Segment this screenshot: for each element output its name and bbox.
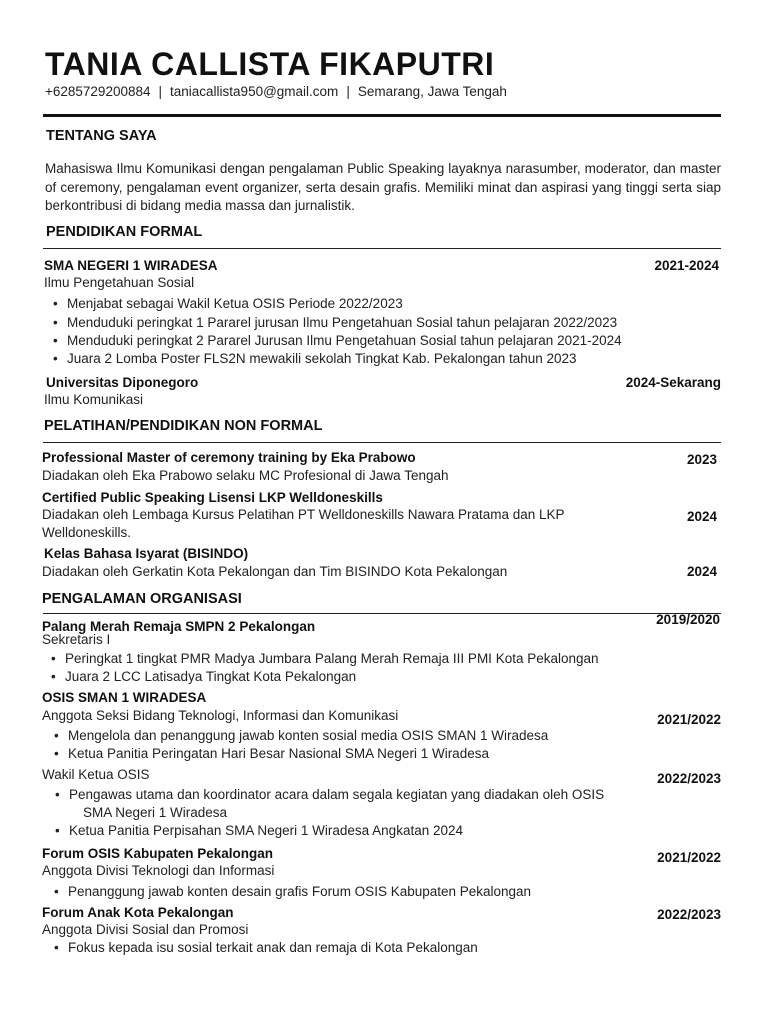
- org-role: Anggota Divisi Sosial dan Promosi: [42, 922, 249, 937]
- school-years: 2024-Sekarang: [625, 375, 721, 390]
- list-item: • Menjabat sebagai Wakil Ketua OSIS Periode 2022/2023: [67, 296, 403, 311]
- list-item: • Juara 2 Lomba Poster FLS2N mewakili sekolah Tingkat Kab. Pekalongan tahun 2023: [67, 351, 577, 366]
- org-name: Palang Merah Remaja SMPN 2 Pekalongan: [42, 619, 316, 634]
- section-divider: [43, 248, 721, 249]
- section-heading-training: PELATIHAN/PENDIDIKAN NON FORMAL: [44, 418, 323, 434]
- about-text: Mahasiswa Ilmu Komunikasi dengan pengalaman Public Speaking layaknya narasumber, moderator, dan master of ceremony, pengalaman event organizer, serta desain grafis. Memiliki minat dan aspirasi yang tinggi serta siap berkontribusi di bidang media massa dan jurnalistik.: [45, 161, 721, 213]
- org-name: Forum OSIS Kabupaten Pekalongan: [42, 846, 274, 861]
- org-role: Anggota Divisi Teknologi dan Informasi: [42, 863, 275, 878]
- org-year: 2021/2022: [657, 712, 721, 727]
- list-item: • Mengelola dan penanggung jawab konten sosial media OSIS SMAN 1 Wiradesa: [68, 728, 548, 743]
- training-title: Kelas Bahasa Isyarat (BISINDO): [44, 546, 249, 561]
- org-year: 2021/2022: [657, 850, 721, 865]
- training-desc: Diadakan oleh Gerkatin Kota Pekalongan dan Tim BISINDO Kota Pekalongan: [42, 564, 508, 579]
- org-role: Wakil Ketua OSIS: [42, 767, 150, 782]
- training-year: 2024: [686, 509, 717, 524]
- phone-number: +6285729200884: [45, 84, 151, 99]
- separator: |: [158, 84, 163, 99]
- section-heading-organization: PENGALAMAN ORGANISASI: [42, 591, 242, 607]
- section-divider: [43, 442, 721, 443]
- org-name: Forum Anak Kota Pekalongan: [42, 905, 234, 920]
- location: Semarang, Jawa Tengah: [357, 84, 507, 99]
- separator: |: [346, 84, 350, 99]
- list-item: • Peringkat 1 tingkat PMR Madya Jumbara Palang Merah Remaja III PMI Kota Pekalongan: [65, 651, 599, 666]
- training-year: 2024: [686, 564, 717, 579]
- training-desc: Welldoneskills.: [42, 525, 132, 540]
- school-name: SMA NEGERI 1 WIRADESA: [44, 258, 218, 273]
- org-name: OSIS SMAN 1 WIRADESA: [42, 690, 207, 705]
- contact-line: [45, 84, 507, 99]
- list-item-continuation: SMA Negeri 1 Wiradesa: [83, 805, 228, 820]
- org-role: Sekretaris I: [42, 632, 111, 647]
- school-years: 2021-2024: [654, 258, 719, 273]
- list-item: • Ketua Panitia Perpisahan SMA Negeri 1 Wiradesa Angkatan 2024: [69, 823, 463, 838]
- school-major: Ilmu Komunikasi: [44, 392, 144, 407]
- training-year: 2023: [686, 452, 717, 467]
- section-heading-about: TENTANG SAYA: [46, 128, 157, 144]
- section-divider: [43, 613, 721, 614]
- header-divider: [43, 114, 721, 117]
- org-year: 2022/2023: [657, 771, 721, 786]
- org-role: Anggota Seksi Bidang Teknologi, Informasi dan Komunikasi: [42, 708, 399, 723]
- school-major: Ilmu Pengetahuan Sosial: [44, 275, 195, 290]
- list-item: • Pengawas utama dan koordinator acara dalam segala kegiatan yang diadakan oleh OSIS: [69, 787, 604, 802]
- list-item: • Menduduki peringkat 1 Pararel jurusan Ilmu Pengetahuan Sosial tahun pelajaran 2022/2023: [67, 315, 617, 330]
- section-heading-education: PENDIDIKAN FORMAL: [46, 224, 203, 240]
- list-item: • Juara 2 LCC Latisadya Tingkat Kota Pekalongan: [65, 669, 356, 684]
- training-title: Professional Master of ceremony training by Eka Prabowo: [42, 450, 416, 465]
- list-item: • Ketua Panitia Peringatan Hari Besar Nasional SMA Negeri 1 Wiradesa: [68, 746, 489, 761]
- training-title: Certified Public Speaking Lisensi LKP Welldoneskills: [42, 490, 383, 505]
- email-address: taniacallista950@gmail.com: [170, 84, 339, 99]
- list-item: • Penanggung jawab konten desain grafis Forum OSIS Kabupaten Pekalongan: [68, 884, 531, 899]
- training-desc: Diadakan oleh Lembaga Kursus Pelatihan PT Welldoneskills Nawara Pratama dan LKP: [42, 507, 565, 522]
- school-name: Universitas Diponegoro: [46, 375, 199, 390]
- training-desc: Diadakan oleh Eka Prabowo selaku MC Profesional di Jawa Tengah: [42, 468, 449, 483]
- list-item: • Menduduki peringkat 2 Pararel Jurusan Ilmu Pengetahuan Sosial tahun pelajaran 2021-2024: [67, 333, 622, 348]
- list-item: • Fokus kepada isu sosial terkait anak dan remaja di Kota Pekalongan: [68, 940, 478, 955]
- org-year: 2019/2020: [656, 612, 720, 627]
- resume-name: TANIA CALLISTA FIKAPUTRI: [45, 46, 495, 82]
- org-year: 2022/2023: [657, 907, 721, 922]
